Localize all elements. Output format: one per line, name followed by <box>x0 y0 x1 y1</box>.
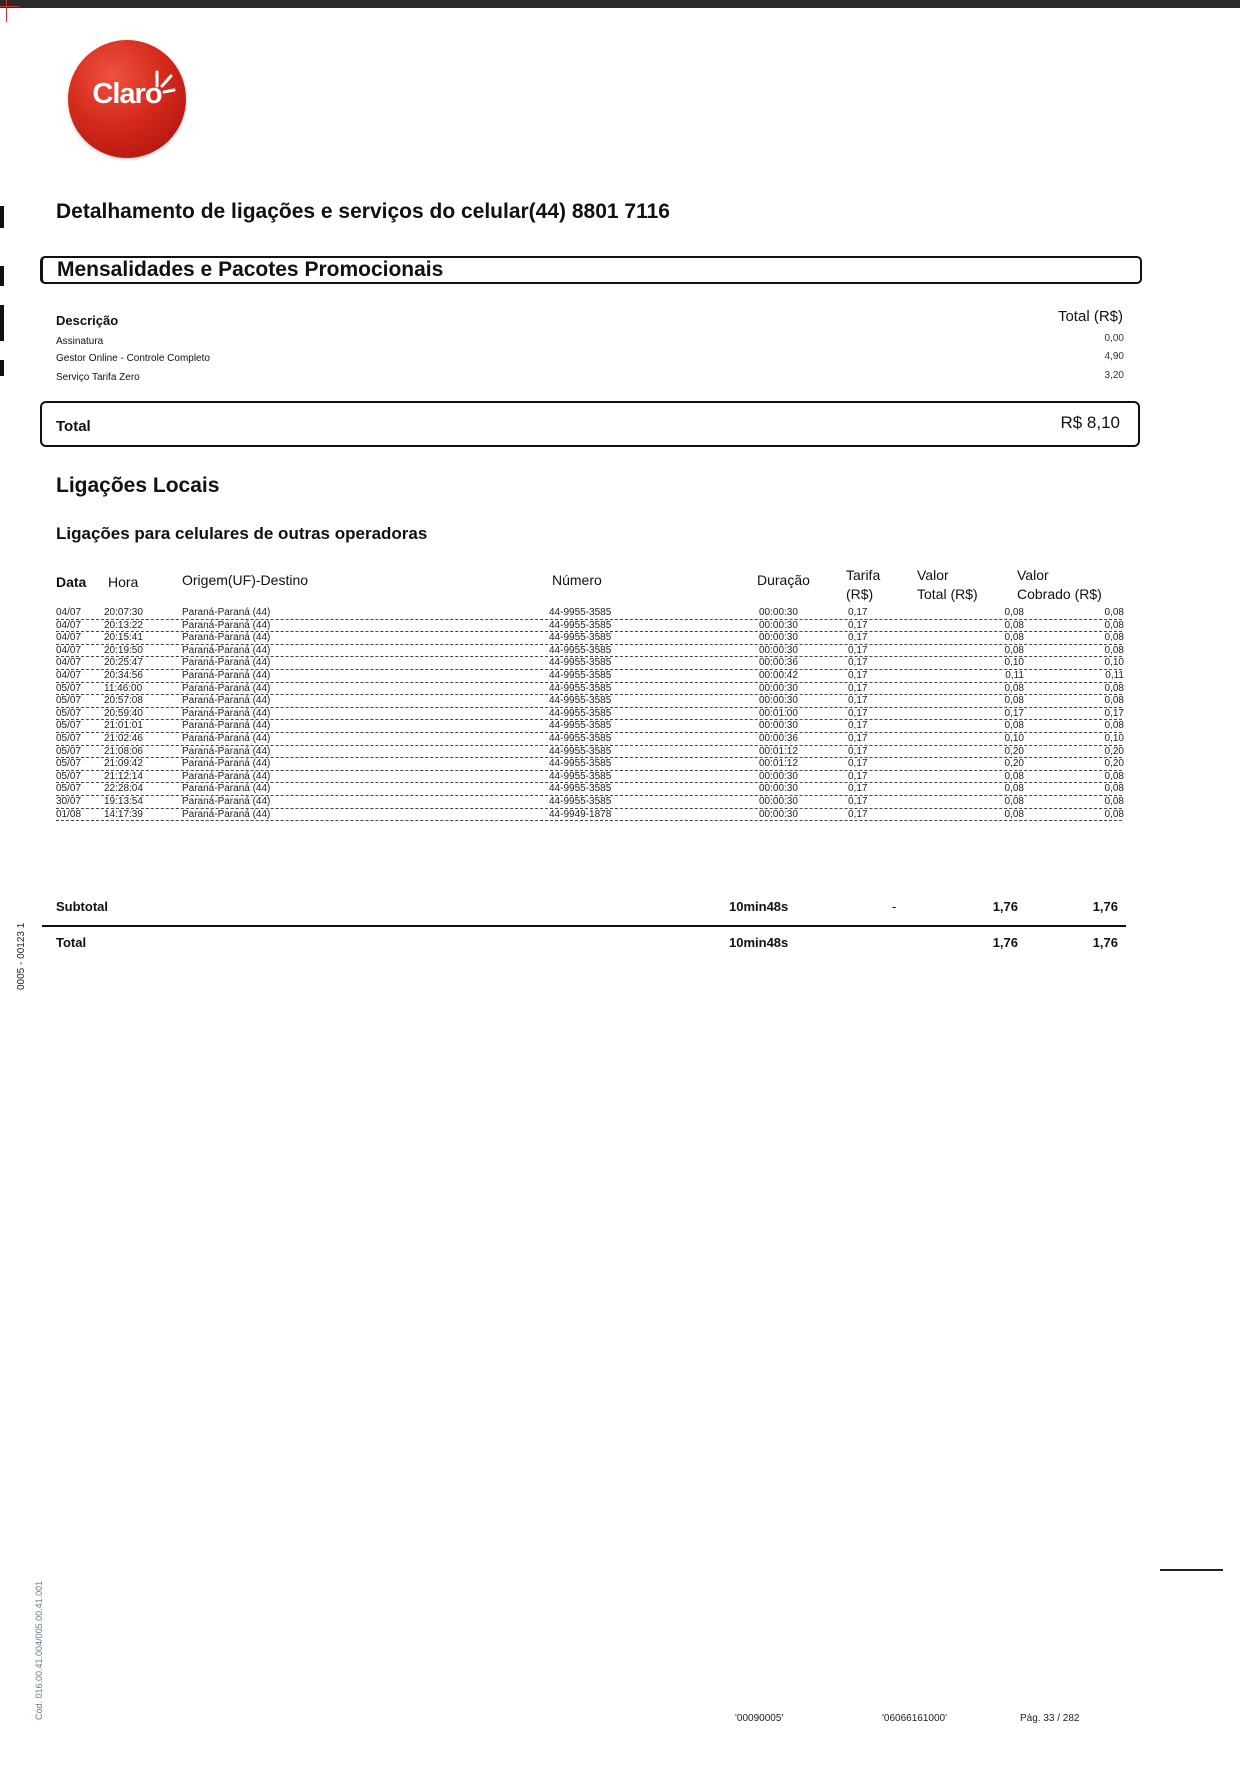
call-origin: Paraná-Paraná (44) <box>182 619 271 631</box>
call-date: 30/07 <box>56 796 82 807</box>
call-valor-total: 0,08 <box>1004 644 1024 656</box>
call-tariff: 0,17 <box>848 783 868 795</box>
call-duration: 00:00:30 <box>759 682 798 694</box>
call-number: 44-9955-3585 <box>549 632 612 644</box>
call-date: 04/07 <box>56 670 82 681</box>
table-row <box>56 733 1124 746</box>
table-row <box>56 771 1124 784</box>
mensalidade-item-value: 3,20 <box>1104 370 1124 381</box>
mensalidades-total-value: R$ 8,10 <box>1060 413 1120 432</box>
page-title: Detalhamento de ligações e serviços do celular(44) 8801 7116 <box>56 200 670 223</box>
registration-mark <box>6 0 7 22</box>
call-valor-cobrado: 0,17 <box>1104 707 1124 719</box>
call-tariff: 0,17 <box>848 695 868 707</box>
call-date: 04/07 <box>56 644 82 656</box>
call-date: 01/08 <box>56 808 82 820</box>
call-origin: Paraná-Paraná (44) <box>182 607 271 618</box>
call-date: 05/07 <box>56 695 82 707</box>
call-valor-total: 0,17 <box>1004 707 1024 719</box>
call-duration: 00:00:30 <box>759 644 798 656</box>
logo-signal-icon <box>152 68 176 94</box>
call-origin: Paraná-Paraná (44) <box>182 770 271 782</box>
call-valor-total: 0,08 <box>1004 695 1024 707</box>
table-row <box>56 632 1124 645</box>
call-date: 05/07 <box>56 682 82 694</box>
table-row <box>56 657 1124 670</box>
call-time: 21:02:46 <box>104 733 143 744</box>
call-valor-total: 0,08 <box>1004 808 1024 820</box>
call-origin: Paraná-Paraná (44) <box>182 758 271 770</box>
call-time: 20:07:30 <box>104 607 143 618</box>
call-valor-total: 0,11 <box>1005 670 1024 681</box>
col-header-tarifa: Tarifa <box>846 567 881 583</box>
registration-mark <box>0 6 20 7</box>
call-tariff: 0,17 <box>848 657 868 669</box>
table-row <box>56 758 1124 771</box>
call-date: 04/07 <box>56 657 82 669</box>
call-duration: 00:01:00 <box>759 707 798 719</box>
call-date: 05/07 <box>56 783 82 795</box>
logo-text: Claro <box>92 78 162 110</box>
call-valor-total: 0,08 <box>1004 783 1024 795</box>
call-valor-cobrado: 0,08 <box>1104 607 1124 618</box>
side-code: 0005 - 00123 1 <box>16 922 27 990</box>
call-origin: Paraná-Paraná (44) <box>182 682 271 694</box>
table-row <box>56 620 1124 633</box>
footer-code-2: '06066161000' <box>882 1713 947 1724</box>
call-origin: Paraná-Paraná (44) <box>182 796 271 807</box>
call-valor-cobrado: 0,08 <box>1104 632 1124 644</box>
table-row <box>56 746 1124 759</box>
mensalidades-total-label: Total <box>56 418 91 435</box>
call-origin: Paraná-Paraná (44) <box>182 808 271 820</box>
call-valor-cobrado: 0,08 <box>1104 720 1124 732</box>
table-row <box>56 720 1124 733</box>
table-row <box>56 670 1124 683</box>
col-header-valor-total: Valor <box>917 567 949 583</box>
claro-logo <box>68 40 186 158</box>
call-number: 44-9955-3585 <box>549 695 612 707</box>
call-number: 44-9955-3585 <box>549 682 612 694</box>
mensalidades-title: Mensalidades e Pacotes Promocionais <box>57 258 443 284</box>
call-date: 05/07 <box>56 733 82 744</box>
scan-edge-mark <box>0 266 4 286</box>
call-valor-cobrado: 0,08 <box>1104 682 1124 694</box>
call-valor-total: 0,20 <box>1004 745 1024 757</box>
call-valor-cobrado: 0,10 <box>1104 657 1124 669</box>
call-number: 44-9955-3585 <box>549 796 612 807</box>
call-tariff: 0,17 <box>848 670 868 681</box>
call-tariff: 0,17 <box>848 644 868 656</box>
call-tariff: 0,17 <box>848 619 868 631</box>
call-tariff: 0,17 <box>848 682 868 694</box>
table-row <box>56 796 1124 809</box>
col-header-valor-cobrado-unit: Cobrado (R$) <box>1017 586 1102 602</box>
call-time: 20:19:50 <box>104 644 143 656</box>
call-number: 44-9955-3585 <box>549 758 612 770</box>
subtotal-valor-cobrado: 1,76 <box>1092 899 1118 914</box>
call-valor-cobrado: 0,08 <box>1104 796 1124 807</box>
scan-edge-mark <box>0 305 4 341</box>
subtotal-tarifa: - <box>892 899 897 914</box>
call-number: 44-9955-3585 <box>549 745 612 757</box>
col-header-valor-total-unit: Total (R$) <box>917 586 978 602</box>
call-duration: 00:00:42 <box>759 670 798 681</box>
call-duration: 00:01:12 <box>759 758 798 770</box>
call-tariff: 0,17 <box>848 720 868 732</box>
mensalidade-item-value: 4,90 <box>1104 351 1124 362</box>
table-row <box>56 683 1124 696</box>
subsection-title: Ligações para celulares de outras operadoras <box>56 524 428 543</box>
call-date: 05/07 <box>56 758 82 770</box>
descricao-header: Descrição <box>56 313 119 328</box>
call-number: 44-9955-3585 <box>549 733 612 744</box>
call-valor-total: 0,20 <box>1004 758 1024 770</box>
call-valor-total: 0,08 <box>1004 619 1024 631</box>
call-date: 04/07 <box>56 607 82 618</box>
call-valor-total: 0,10 <box>1004 733 1024 744</box>
call-origin: Paraná-Paraná (44) <box>182 745 271 757</box>
page-number: Pág. 33 / 282 <box>1020 1713 1080 1724</box>
call-date: 05/07 <box>56 745 82 757</box>
mensalidade-item-label: Serviço Tarifa Zero <box>56 372 140 383</box>
call-tariff: 0,17 <box>848 707 868 719</box>
call-valor-cobrado: 0,11 <box>1105 670 1124 681</box>
call-duration: 00:00:36 <box>759 657 798 669</box>
call-number: 44-9949-1878 <box>549 808 612 820</box>
call-time: 20:57:08 <box>104 695 143 707</box>
call-duration: 00:00:30 <box>759 632 798 644</box>
call-tariff: 0,17 <box>848 632 868 644</box>
call-valor-cobrado: 0,08 <box>1104 619 1124 631</box>
call-valor-total: 0,10 <box>1004 657 1024 669</box>
call-origin: Paraná-Paraná (44) <box>182 632 271 644</box>
col-header-duracao: Duração <box>757 572 810 588</box>
call-duration: 00:00:30 <box>759 770 798 782</box>
call-duration: 00:00:30 <box>759 695 798 707</box>
total-label: Total <box>56 935 87 950</box>
call-number: 44-9955-3585 <box>549 619 612 631</box>
call-time: 20:13:22 <box>104 619 143 631</box>
call-valor-total: 0,08 <box>1004 632 1024 644</box>
col-header-origem: Origem(UF)-Destino <box>182 572 309 588</box>
call-origin: Paraná-Paraná (44) <box>182 783 271 795</box>
call-origin: Paraná-Paraná (44) <box>182 657 271 669</box>
call-valor-cobrado: 0,20 <box>1104 745 1124 757</box>
col-header-valor-cobrado: Valor <box>1017 567 1049 583</box>
call-date: 05/07 <box>56 707 82 719</box>
total-rs-header: Total (R$) <box>1057 308 1123 325</box>
table-row <box>56 645 1124 658</box>
footer-code-1: '00090005' <box>735 1713 784 1724</box>
call-time: 20:15:41 <box>104 632 143 644</box>
call-time: 19:13:54 <box>104 796 143 807</box>
call-time: 11:46:00 <box>104 682 143 694</box>
scan-edge-mark <box>0 360 4 376</box>
table-row <box>56 695 1124 708</box>
call-time: 21:12:14 <box>104 770 143 782</box>
mensalidade-item-label: Assinatura <box>56 336 104 347</box>
call-number: 44-9955-3585 <box>549 707 612 719</box>
call-valor-total: 0,08 <box>1004 720 1024 732</box>
call-time: 21:01:01 <box>104 720 143 732</box>
table-row <box>56 607 1124 620</box>
table-row <box>56 783 1124 796</box>
call-date: 04/07 <box>56 632 82 644</box>
call-tariff: 0,17 <box>848 733 868 744</box>
call-date: 05/07 <box>56 770 82 782</box>
call-duration: 00:01:12 <box>759 745 798 757</box>
call-date: 04/07 <box>56 619 82 631</box>
call-time: 20:59:40 <box>104 707 143 719</box>
call-duration: 00:00:30 <box>759 796 798 807</box>
call-valor-cobrado: 0,08 <box>1104 783 1124 795</box>
call-tariff: 0,17 <box>848 758 868 770</box>
scan-edge-mark <box>0 206 4 228</box>
col-header-tarifa-unit: (R$) <box>846 586 874 602</box>
mensalidades-total-box <box>40 401 1140 447</box>
call-tariff: 0,17 <box>848 607 868 618</box>
call-time: 14:17:39 <box>104 808 143 820</box>
call-origin: Paraná-Paraná (44) <box>182 644 271 656</box>
call-duration: 00:00:30 <box>759 808 798 820</box>
subtotal-divider <box>42 925 1126 927</box>
call-duration: 00:00:36 <box>759 733 798 744</box>
call-tariff: 0,17 <box>848 770 868 782</box>
call-valor-cobrado: 0,08 <box>1104 695 1124 707</box>
subtotal-valor-total: 1,76 <box>992 899 1018 914</box>
cod-line: Cód. 016.00.41.004/005.00.41.001 <box>34 1580 44 1720</box>
call-date: 05/07 <box>56 720 82 732</box>
subtotal-duracao: 10min48s <box>729 899 789 914</box>
call-number: 44-9955-3585 <box>549 670 612 681</box>
call-valor-total: 0,08 <box>1004 796 1024 807</box>
total-valor-total: 1,76 <box>992 935 1018 950</box>
col-header-hora: Hora <box>108 574 139 590</box>
call-duration: 00:00:30 <box>759 607 798 618</box>
call-duration: 00:00:30 <box>759 783 798 795</box>
call-origin: Paraná-Paraná (44) <box>182 733 271 744</box>
call-time: 20:34:56 <box>104 670 143 681</box>
col-header-data: Data <box>56 574 87 590</box>
total-valor-cobrado: 1,76 <box>1092 935 1118 950</box>
call-tariff: 0,17 <box>848 745 868 757</box>
call-origin: Paraná-Paraná (44) <box>182 707 271 719</box>
call-origin: Paraná-Paraná (44) <box>182 670 271 681</box>
call-valor-total: 0,08 <box>1004 607 1024 618</box>
call-origin: Paraná-Paraná (44) <box>182 720 271 732</box>
call-valor-cobrado: 0,08 <box>1104 808 1124 820</box>
call-duration: 00:00:30 <box>759 720 798 732</box>
mensalidade-item-label: Gestor Online - Controle Completo <box>56 353 210 364</box>
call-time: 20:25:47 <box>104 657 143 669</box>
table-row <box>56 708 1124 721</box>
call-tariff: 0,17 <box>848 796 868 807</box>
call-valor-cobrado: 0,08 <box>1104 770 1124 782</box>
total-duracao: 10min48s <box>729 935 789 950</box>
call-valor-cobrado: 0,20 <box>1104 758 1124 770</box>
call-number: 44-9955-3585 <box>549 657 612 669</box>
mensalidade-item-value: 0,00 <box>1104 333 1124 344</box>
call-number: 44-9955-3585 <box>549 783 612 795</box>
call-time: 21:08:06 <box>104 745 143 757</box>
table-row <box>56 809 1124 822</box>
call-number: 44-9955-3585 <box>549 770 612 782</box>
call-valor-cobrado: 0,10 <box>1104 733 1124 744</box>
call-number: 44-9955-3585 <box>549 720 612 732</box>
call-valor-total: 0,08 <box>1004 770 1024 782</box>
section-title: Ligações Locais <box>56 474 220 497</box>
scan-top-edge <box>0 0 1240 8</box>
call-origin: Paraná-Paraná (44) <box>182 695 271 707</box>
call-number: 44-9955-3585 <box>549 644 612 656</box>
margin-mark <box>1160 1569 1223 1571</box>
call-number: 44-9955-3585 <box>549 607 612 618</box>
mensalidades-header-box <box>40 256 1142 284</box>
call-duration: 00:00:30 <box>759 619 798 631</box>
call-time: 22:28:04 <box>104 783 143 795</box>
call-tariff: 0,17 <box>848 808 868 820</box>
col-header-numero: Número <box>552 572 602 588</box>
call-time: 21:09:42 <box>104 758 143 770</box>
call-valor-total: 0,08 <box>1004 682 1024 694</box>
subtotal-label: Subtotal <box>56 899 108 914</box>
call-valor-cobrado: 0,08 <box>1104 644 1124 656</box>
